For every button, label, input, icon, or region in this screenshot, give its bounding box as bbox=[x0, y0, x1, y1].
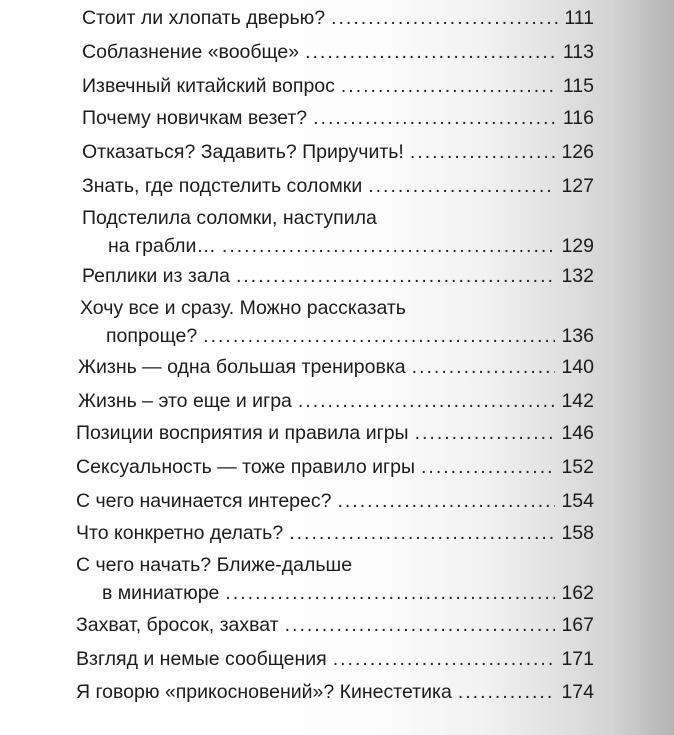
toc-page-number: 132 bbox=[561, 265, 594, 287]
toc-entry-title: Жизнь – это еще и игра bbox=[78, 390, 292, 412]
toc-entry bbox=[76, 453, 594, 481]
dot-leader bbox=[412, 353, 556, 381]
dot-leader bbox=[368, 172, 555, 200]
dot-leader bbox=[341, 72, 557, 100]
toc-entry bbox=[76, 611, 594, 639]
dot-leader bbox=[203, 322, 555, 350]
dot-leader bbox=[458, 678, 556, 706]
dot-leader bbox=[313, 104, 557, 132]
toc-entry-title: Почему новичкам везет? bbox=[82, 107, 308, 129]
toc-entry-title: Позиции восприятия и правила игры bbox=[76, 422, 409, 444]
toc-entry bbox=[76, 551, 594, 607]
toc-entry-title: Знать, где подстелить соломки bbox=[82, 175, 363, 197]
toc-page-number: 127 bbox=[561, 175, 594, 197]
toc-entry-title: Реплики из зала bbox=[82, 265, 230, 287]
dot-leader bbox=[289, 519, 555, 547]
toc-entry bbox=[76, 419, 594, 447]
dot-leader bbox=[298, 387, 556, 415]
toc-entry-title: Жизнь — одна большая тренировка bbox=[78, 356, 406, 378]
toc-entry bbox=[80, 294, 594, 350]
toc-entry-title: Извечный китайский вопрос bbox=[82, 75, 335, 97]
toc-entry-title: в миниатюре bbox=[102, 582, 220, 604]
toc-entry bbox=[76, 519, 594, 547]
toc-entry-title: С чего начать? Ближе-дальше bbox=[76, 554, 353, 576]
dot-leader bbox=[305, 38, 557, 66]
toc-entry-title: Что конкретно делать? bbox=[76, 522, 284, 544]
toc-entry-title: попроще? bbox=[106, 325, 198, 347]
toc-page-number: 140 bbox=[561, 356, 594, 378]
toc-page-number: 142 bbox=[561, 390, 594, 412]
dot-leader bbox=[331, 4, 558, 32]
toc-entry bbox=[76, 645, 594, 673]
toc-entry-title: Хочу все и сразу. Можно рассказать bbox=[80, 297, 406, 319]
toc-entry bbox=[82, 262, 594, 290]
toc-page-number: 154 bbox=[561, 490, 594, 512]
toc-entry bbox=[82, 4, 594, 32]
toc-entry bbox=[82, 204, 594, 260]
toc-entry-title: Сексуальность — тоже правило игры bbox=[76, 456, 416, 478]
dot-leader bbox=[421, 453, 555, 481]
toc-entry bbox=[78, 387, 594, 415]
toc-entry bbox=[78, 353, 594, 381]
dot-leader bbox=[236, 262, 556, 290]
dot-leader bbox=[222, 232, 556, 260]
toc-page-number: 126 bbox=[561, 141, 594, 163]
toc-entry bbox=[82, 72, 594, 100]
toc-page-number: 116 bbox=[562, 107, 594, 129]
dot-leader bbox=[415, 419, 556, 447]
toc-page-number: 129 bbox=[561, 235, 594, 257]
toc-page-number: 152 bbox=[561, 456, 594, 478]
toc-entry bbox=[76, 487, 594, 515]
toc-page-number: 174 bbox=[561, 681, 594, 703]
toc-page-number: 111 bbox=[564, 7, 594, 29]
dot-leader bbox=[333, 645, 556, 673]
toc-entry-title: Соблазнение «вообще» bbox=[82, 41, 300, 63]
toc-entry bbox=[82, 138, 594, 166]
toc-page-number: 162 bbox=[561, 582, 594, 604]
toc-page-number: 158 bbox=[561, 522, 594, 544]
toc-page-number: 136 bbox=[561, 325, 594, 347]
toc-entry-title: на грабли… bbox=[108, 235, 216, 257]
toc-entry bbox=[82, 172, 594, 200]
toc-entry-title: С чего начинается интерес? bbox=[76, 490, 332, 512]
toc-entry bbox=[76, 678, 594, 706]
toc-entry-title: Подстелила соломки, наступила bbox=[82, 207, 377, 229]
toc-page-number: 113 bbox=[562, 41, 594, 63]
dot-leader bbox=[225, 579, 555, 607]
toc-entry-title: Стоит ли хлопать дверью? bbox=[82, 7, 326, 29]
toc-page-number: 167 bbox=[561, 614, 594, 636]
dot-leader bbox=[285, 611, 556, 639]
dot-leader bbox=[410, 138, 556, 166]
toc-entry bbox=[82, 38, 594, 66]
toc-entry-title: Я говорю «прикосновений»? Кинестетика bbox=[76, 681, 452, 703]
toc-entry-title: Отказаться? Задавить? Приручить! bbox=[82, 141, 404, 163]
toc-entry bbox=[82, 104, 594, 132]
toc-page-number: 171 bbox=[561, 648, 594, 670]
toc-page-number: 146 bbox=[561, 422, 594, 444]
toc-page-number: 115 bbox=[562, 75, 594, 97]
toc-entry-title: Взгляд и немые сообщения bbox=[76, 648, 327, 670]
toc-entry-title: Захват, бросок, захват bbox=[76, 614, 279, 636]
dot-leader bbox=[337, 487, 555, 515]
